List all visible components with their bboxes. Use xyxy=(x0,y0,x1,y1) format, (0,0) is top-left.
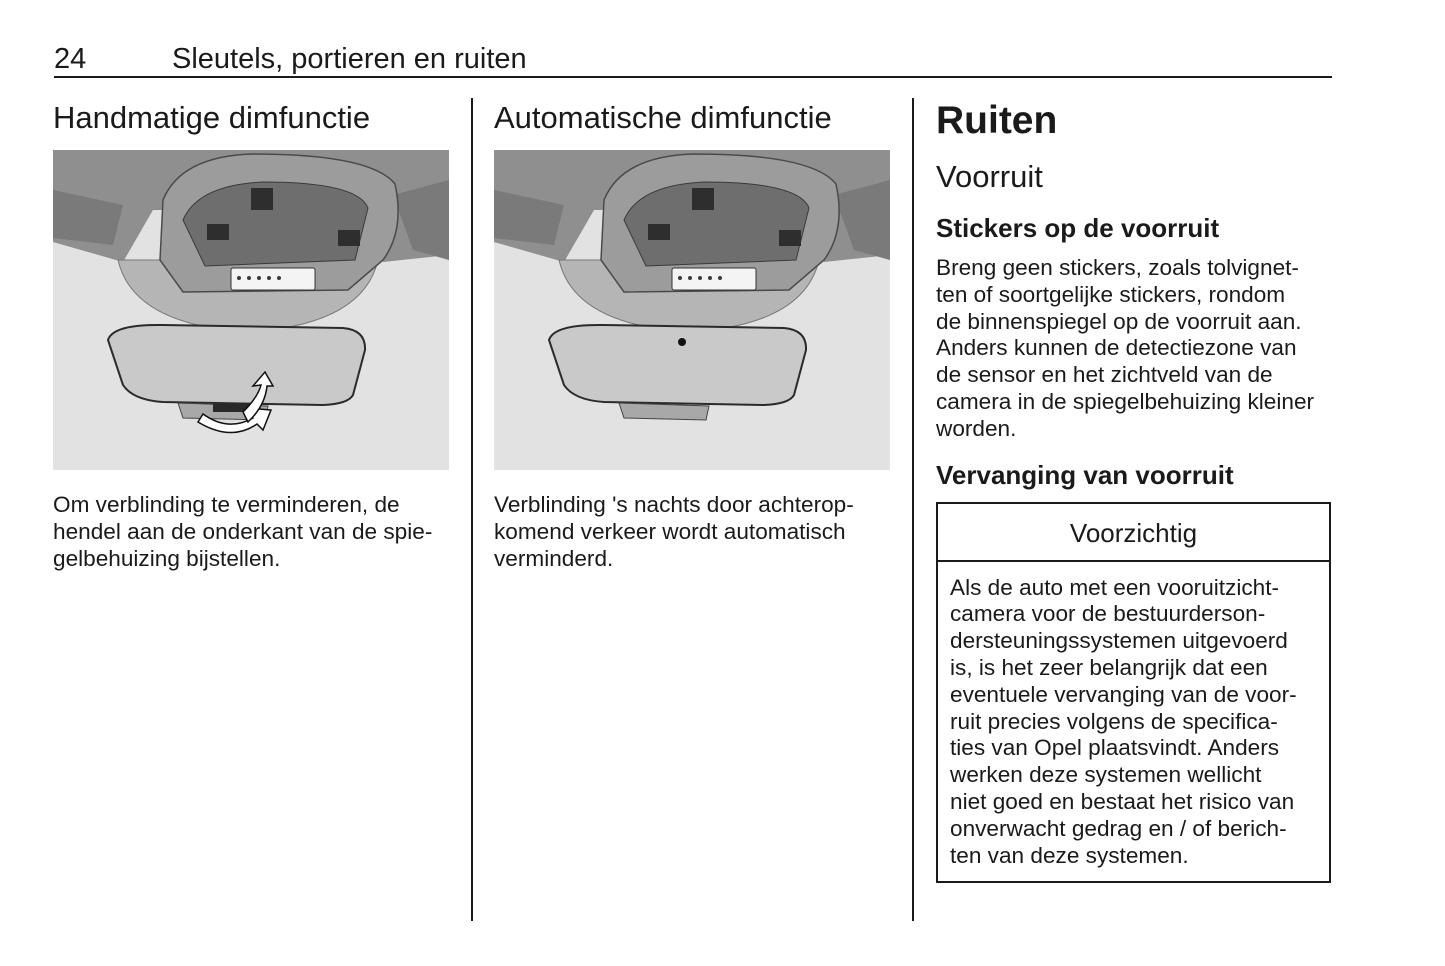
caution-text xyxy=(938,562,1329,882)
text-line: eventuele vervanging van de voor- xyxy=(950,681,1297,707)
stickers-heading: Stickers op de voorruit xyxy=(936,213,1220,243)
windows-section xyxy=(936,98,1332,883)
text-line: hendel aan de onderkant van de spie- xyxy=(53,518,433,544)
text-line: werken deze systemen wellicht xyxy=(950,762,1262,788)
text-line: Als de auto met een vooruitzicht- xyxy=(950,574,1280,600)
text-line: Verblinding 's nachts door achterop- xyxy=(494,492,854,517)
subsection-title: Voorruit xyxy=(936,159,1043,194)
automatic-dimming-heading: Automatische dimfunctie xyxy=(494,100,832,135)
text-line: ten van deze systemen. xyxy=(950,842,1189,868)
text-line: de binnenspiegel op de voorruit aan. xyxy=(936,308,1302,334)
text-line: dersteuningssystemen uitgevoerd xyxy=(950,628,1288,654)
page-number: 24 xyxy=(54,43,87,75)
text-line: worden. xyxy=(936,415,1017,441)
rearview-mirror-manual-lever-figure xyxy=(53,150,449,470)
text-line: Breng geen stickers, zoals tolvignet- xyxy=(936,255,1299,280)
text-line: ruit precies volgens de specifica- xyxy=(950,708,1278,734)
text-line: komend verkeer wordt automatisch xyxy=(494,518,846,544)
chapter-title: Sleutels, portieren en ruiten xyxy=(172,43,527,75)
text-line: Om verblinding te verminderen, de xyxy=(53,492,400,517)
manual-dimming-section xyxy=(53,98,449,572)
text-line: niet goed en bestaat het risico van xyxy=(950,788,1295,814)
text-line: camera in de spiegelbehuizing kleiner xyxy=(936,388,1315,414)
header-rule xyxy=(54,76,1332,78)
column-divider-left xyxy=(471,98,473,921)
section-title: Ruiten xyxy=(936,99,1058,142)
manual-dimming-heading: Handmatige dimfunctie xyxy=(53,100,371,135)
text-line: gelbehuizing bijstellen. xyxy=(53,545,281,571)
replacement-heading: Vervanging van voorruit xyxy=(936,459,1234,490)
text-line: de sensor en het zichtveld van de xyxy=(936,362,1273,388)
automatic-dimming-figure xyxy=(494,150,890,470)
automatic-dimming-caption xyxy=(494,492,890,572)
text-line: verminderd. xyxy=(494,545,614,571)
caution-box xyxy=(936,502,1331,884)
stickers-paragraph xyxy=(936,255,1332,443)
column-divider-right xyxy=(912,98,914,921)
text-line: onverwacht gedrag en / of berich- xyxy=(950,815,1287,841)
text-line: camera voor de bestuurderson- xyxy=(950,601,1266,627)
text-line: ten of soortgelijke stickers, rondom xyxy=(936,281,1286,307)
text-line: ties van Opel plaatsvindt. Anders xyxy=(950,735,1280,761)
rearview-mirror-automatic-figure xyxy=(494,150,890,470)
text-line: is, is het zeer belangrijk dat een xyxy=(950,654,1268,680)
automatic-dimming-section xyxy=(494,98,890,572)
text-line: Anders kunnen de detectiezone van xyxy=(936,335,1297,361)
manual-dimming-figure xyxy=(53,150,449,470)
caution-title: Voorzichtig xyxy=(938,504,1329,562)
manual-dimming-caption xyxy=(53,492,449,572)
